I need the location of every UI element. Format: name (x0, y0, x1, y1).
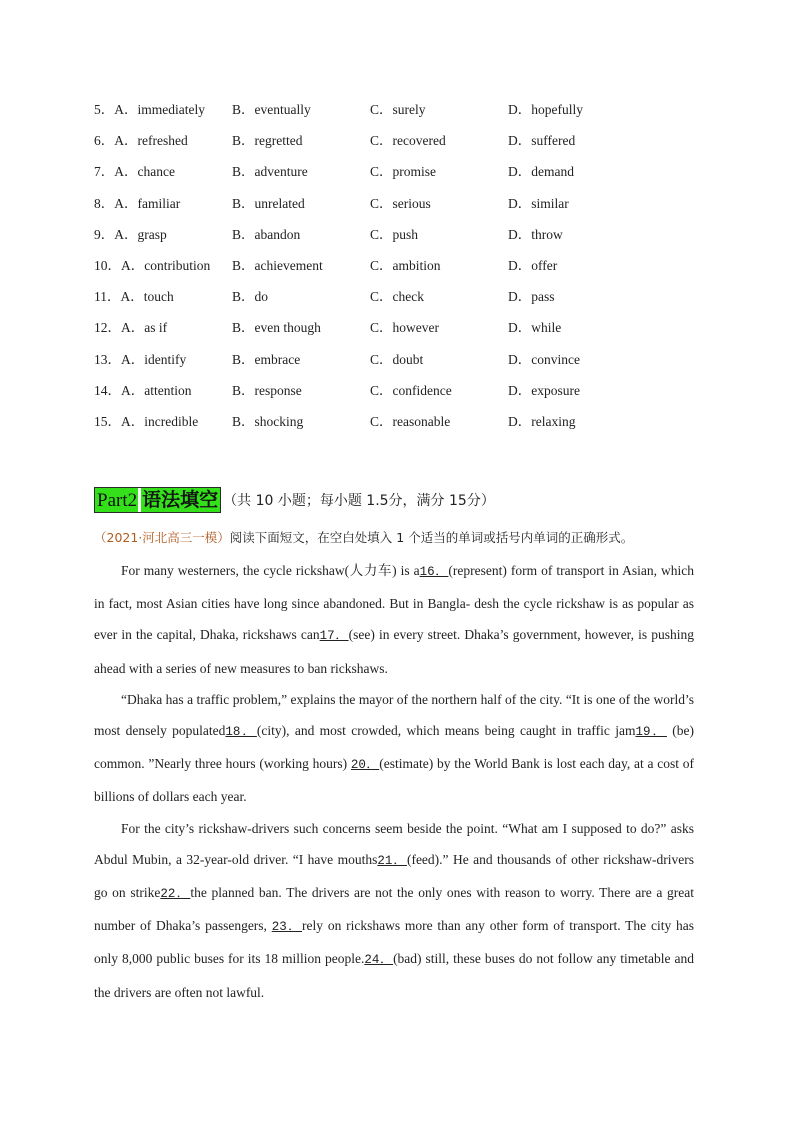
passage-text: (city), and most crowded, which means being caught in traffic jam (256, 723, 636, 739)
option-row (94, 194, 694, 214)
blank-23: 23． (271, 920, 303, 935)
number-dot: ． (107, 414, 121, 429)
option-a (94, 287, 174, 307)
blank-19: 19． (635, 725, 667, 740)
number-dot: ． (107, 351, 121, 367)
passage-text: (be) common. ”Nearly three hours (working hours) (94, 723, 694, 772)
passage-text: For the city’s rickshaw-drivers such concerns seem beside the point. “What am I supposed to do?” asks Abdul Mubin, a 32-year-old driver. “I have mouths (94, 820, 694, 867)
option-d: D．demand (508, 164, 574, 180)
option-row (94, 131, 694, 151)
option-a (94, 318, 167, 338)
option-row (94, 100, 694, 120)
number-dot: ． (100, 133, 115, 149)
blank-20: 20． (350, 758, 380, 773)
option-a-text: A．immediately (114, 102, 205, 117)
question-number: 12 (94, 320, 108, 336)
passage-text: (represent) form of transport in Asian, which in fact, most Asian cities have long since abandoned. But in Bangla- desh the cycle rickshaw is as popular as ever in the capital, Dhaka, rickshaws can (94, 563, 694, 643)
option-d: D．throw (508, 226, 563, 242)
part2-label: Part2 (97, 490, 138, 511)
option-c: C．confidence (370, 382, 452, 398)
option-row (94, 412, 694, 432)
option-d: D．similar (508, 195, 569, 211)
passage-text: For many westerners, the cycle rickshaw(人力车) is a (121, 563, 420, 578)
option-a (94, 162, 175, 182)
option-a-text: A．identify (121, 351, 187, 367)
option-row (94, 256, 694, 276)
blank-18: 18． (225, 725, 257, 740)
option-b: B．shocking (232, 414, 304, 429)
option-a (94, 350, 186, 370)
option-d: D．relaxing (508, 414, 576, 429)
passage-text: (bad) still, these buses do not follow any timetable and the drivers are often not lawful. (94, 951, 694, 1000)
part2-label-box (94, 487, 221, 513)
number-dot: ． (107, 382, 121, 398)
number-dot: ． (100, 226, 115, 242)
option-a (94, 256, 210, 276)
option-row (94, 162, 694, 182)
question-number: 6 (94, 133, 101, 149)
passage-text: (feed).” He and thousands of other rickshaw-drivers go on strike (94, 851, 694, 901)
option-c: C．doubt (370, 351, 424, 367)
source-instruction (94, 528, 633, 546)
part2-title: 语法填空 (142, 489, 219, 511)
number-dot: ． (100, 102, 115, 117)
passage-text: rely on rickshaws more than any other form of transport. The city has only 8,000 public buses for its 18 million people. (94, 918, 694, 967)
option-d: D．exposure (508, 382, 580, 398)
blank-24: 24． (364, 953, 394, 968)
paragraph-1 (94, 555, 694, 684)
option-a (94, 381, 192, 401)
option-a-text: A．familiar (114, 195, 181, 211)
option-a (94, 225, 167, 245)
option-a (94, 100, 205, 120)
instruction-text: 阅读下面短文，在空白处填入 1 个适当的单词或括号内单词的正确形式。 (229, 530, 634, 545)
option-c: C．push (370, 226, 419, 242)
blank-17: 17． (319, 629, 349, 644)
question-number: 9 (94, 226, 101, 242)
blank-16: 16． (419, 565, 449, 579)
number-dot: ． (100, 195, 115, 211)
paragraph-2 (94, 684, 694, 813)
option-a-text: A．touch (120, 289, 174, 305)
option-a-text: A．attention (121, 382, 192, 398)
option-row (94, 225, 694, 245)
question-number: 11 (94, 289, 107, 305)
option-a-text: A．grasp (114, 226, 167, 242)
option-a-text: A．chance (114, 164, 175, 180)
option-b: B．eventually (232, 102, 311, 117)
option-b: B．even though (232, 320, 321, 336)
part2-header (94, 487, 495, 513)
option-d: D．convince (508, 351, 580, 367)
passage-text: the planned ban. The drivers are not the only ones with reason to worry. There are a great number of Dhaka’s passengers, (94, 885, 694, 934)
number-dot: ． (100, 164, 115, 180)
passage (94, 555, 694, 1008)
option-c: C．surely (370, 102, 426, 117)
source-tag: （2021·河北高三一模） (94, 530, 230, 545)
option-c: C．promise (370, 164, 436, 180)
option-d: D．offer (508, 258, 558, 273)
option-d: D．while (508, 320, 562, 336)
option-b: B．achievement (232, 258, 323, 273)
option-c: C．check (370, 289, 424, 305)
option-c: C．serious (370, 195, 431, 211)
question-number: 10 (94, 258, 108, 273)
option-a-text: A．as if (121, 320, 168, 336)
option-b: B．adventure (232, 164, 308, 180)
option-d: D．hopefully (508, 102, 583, 117)
option-a-text: A．contribution (121, 258, 211, 273)
option-c: C．recovered (370, 133, 446, 149)
option-b: B．abandon (232, 226, 301, 242)
passage-text: “Dhaka has a traffic problem,” explains the mayor of the northern half of the city. “It is one of the world’s most densely populated (94, 691, 694, 739)
option-a (94, 412, 198, 432)
option-b: B．embrace (232, 351, 301, 367)
number-dot: ． (107, 258, 121, 273)
blank-21: 21． (377, 853, 407, 868)
question-number: 15 (94, 414, 108, 429)
option-row (94, 287, 694, 307)
option-d: D．pass (508, 289, 555, 305)
question-number: 8 (94, 195, 101, 211)
option-row (94, 350, 694, 370)
option-c: C．however (370, 320, 439, 336)
option-b: B．unrelated (232, 195, 305, 211)
number-dot: ． (107, 289, 121, 305)
option-a (94, 194, 180, 214)
number-dot: ． (107, 320, 121, 336)
option-c: C．reasonable (370, 414, 451, 429)
option-a-text: A．incredible (121, 414, 199, 429)
question-number: 7 (94, 164, 101, 180)
passage-text: (estimate) by the World Bank is lost each day, at a cost of billions of dollars each year. (94, 756, 695, 805)
blank-22: 22． (160, 887, 191, 902)
question-number: 5 (94, 102, 101, 117)
option-b: B．regretted (232, 133, 303, 149)
question-number: 14 (94, 382, 108, 398)
passage-text: (see) in every street. Dhaka’s government, however, is pushing ahead with a series of new measures to ban rickshaws. (94, 627, 694, 676)
option-a-text: A．refreshed (114, 133, 188, 149)
option-b: B．do (232, 289, 269, 305)
option-d: D．suffered (508, 133, 576, 149)
option-a (94, 131, 188, 151)
part-separator (138, 488, 141, 512)
paragraph-3 (94, 813, 694, 1008)
option-row (94, 381, 694, 401)
part2-score-note: （共 10 小题；每小题 1.5分，满分 15分） (223, 493, 495, 509)
option-row (94, 318, 694, 338)
question-number: 13 (94, 351, 108, 367)
option-b: B．response (232, 382, 302, 398)
option-c: C．ambition (370, 258, 441, 273)
